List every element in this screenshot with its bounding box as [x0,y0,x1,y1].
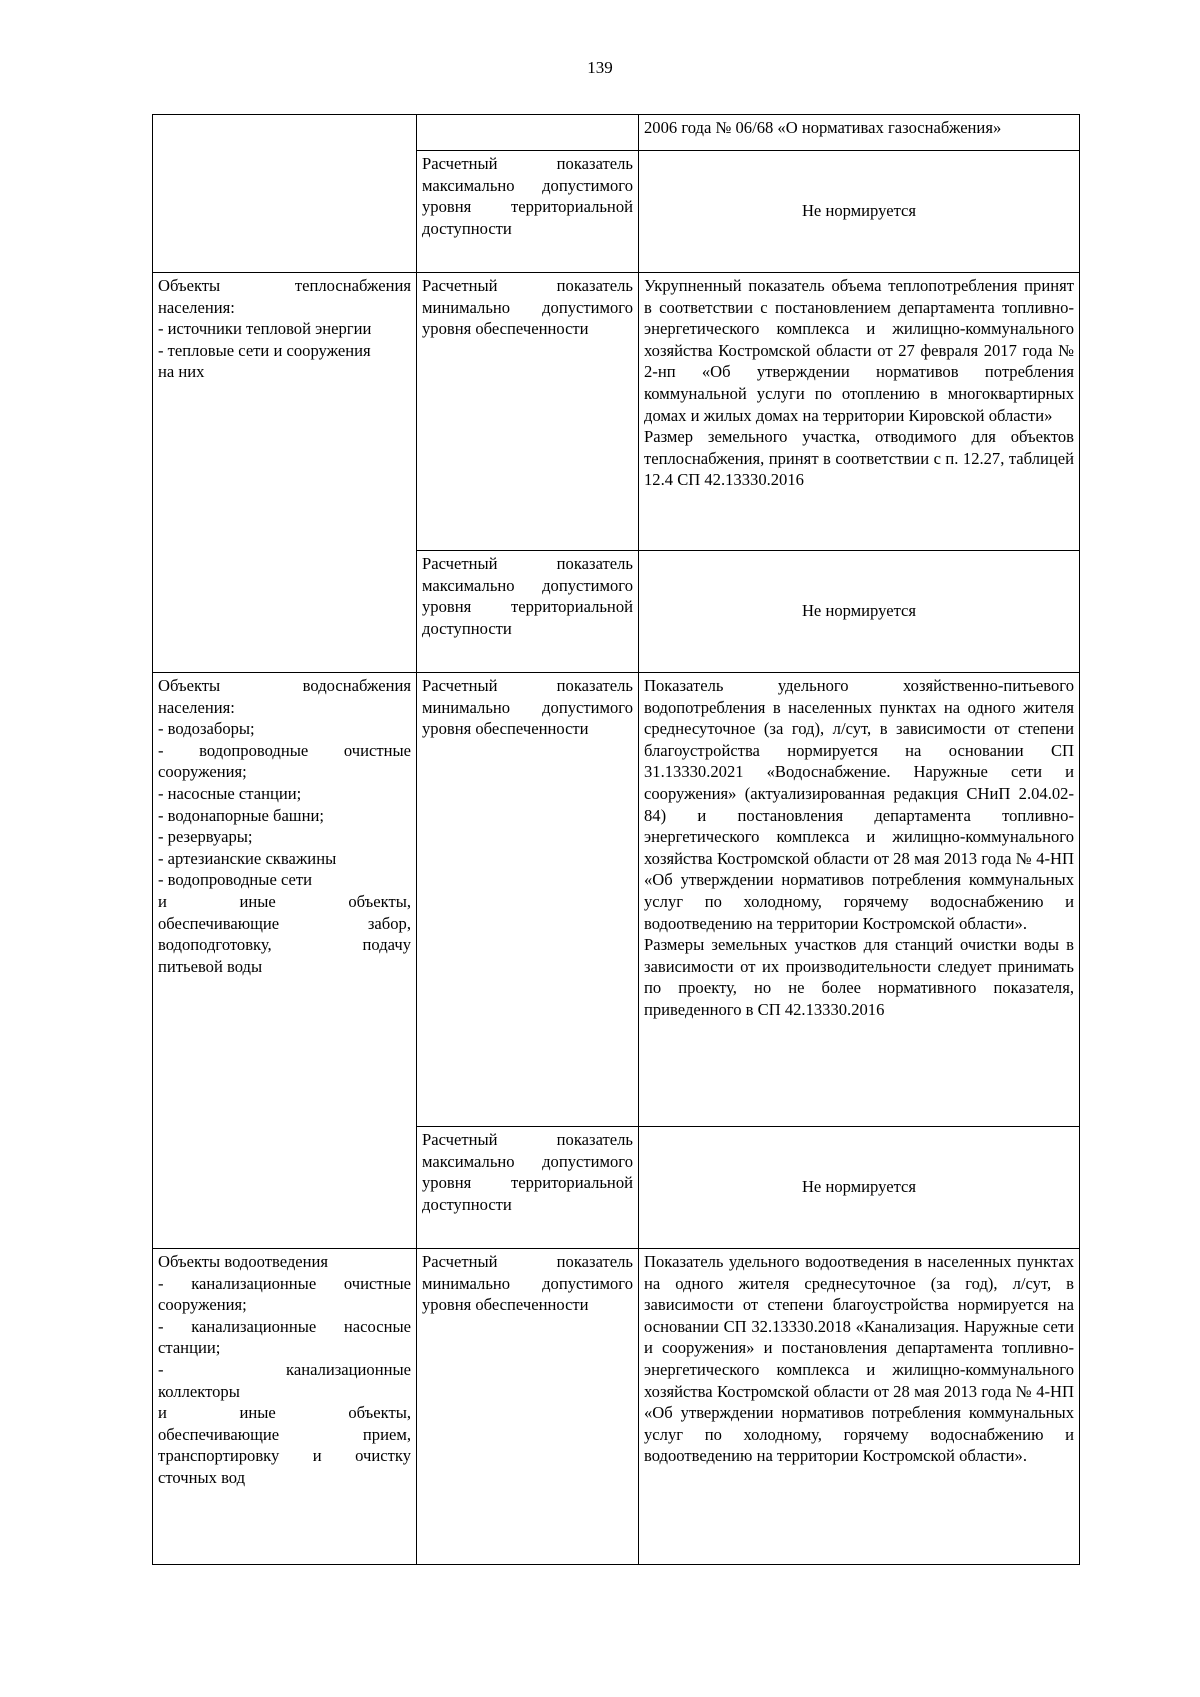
object-line: - источники тепловой энергии [158,319,372,339]
table-row [153,273,1080,551]
object-line: - канализационные очистные [158,1273,411,1293]
object-line: - водопроводные сети [158,870,313,890]
table-row [153,673,1080,1127]
indicator-cell: Расчетный показатель максимально допустимого уровня территориальной доступности [417,551,639,673]
object-line: - насосные станции; [158,783,302,803]
object-line: - канализационные насосные [158,1316,411,1336]
indicator-cell: Расчетный показатель минимально допустимого уровня обеспеченности [417,273,639,551]
object-line: коллекторы [158,1381,240,1401]
value-paragraph: Укрупненный показатель объема теплопотребления принят в соответствии с постановлением департамента топливно-энергетического комплекса и жилищно-коммунального хозяйства Костромской области от 27 февраля 2017 года № 2-нп «Об утверждении нормативов потребления коммунальной услуги по отоплению в многоквартирных домах и жилых домах на территории Кировской области» [644,276,1074,425]
object-line: Объекты водоотведения [158,1252,329,1271]
indicator-cell [417,115,639,151]
object-line: транспортировку и очистку [158,1446,411,1466]
object-line: и иные объекты, [158,891,411,911]
object-line: водоподготовку, подачу [158,935,411,955]
object-line: обеспечивающие прием, [158,1424,411,1444]
object-line: - канализационные [158,1359,411,1379]
object-line: населения: [158,297,235,317]
value-cell: Не нормируется [639,551,1080,673]
object-line: сточных вод [158,1467,246,1487]
indicator-cell: Расчетный показатель минимально допустимого уровня обеспеченности [417,1249,639,1565]
object-line: - водонапорные башни; [158,805,324,825]
value-paragraph: Размер земельного участка, отводимого для объектов теплоснабжения, принят в соответствии с п. 12.27, таблицей 12.4 СП 42.13330.2016 [644,427,1074,490]
value-paragraph: Размеры земельных участков для станций очистки воды в зависимости от их производительности следует принимать по проекту, но не более нормативного показателя, приведенного в СП 42.13330.2016 [644,935,1074,1019]
object-cell-sewer [153,1249,417,1565]
object-line: - водопроводные очистные [158,740,411,760]
page-number: 139 [587,58,613,77]
value-cell [639,273,1080,551]
object-line: - водозаборы; [158,719,255,739]
object-line: населения: [158,697,235,717]
object-line: и иные объекты, [158,1403,411,1423]
value-paragraph: Показатель удельного хозяйственно-питьевого водопотребления в населенных пунктах на одного жителя среднесуточное (за год), л/сут, в зависимости от степени благоустройства нормируется на основании СП 31.13330.2021 «Водоснабжение. Наружные сети и сооружения» (актуализированная редакция СНиП 2.04.02-84) и постановления департамента топливно-энергетического комплекса и жилищно-коммунального хозяйства Костромской области от 28 мая 2013 года № 4-НП «Об утверждении нормативов потребления коммунальных услуг по холодному, горячему водоснабжению и водоотведению на территории Костромской области». [644,676,1074,933]
indicator-cell: Расчетный показатель минимально допустимого уровня обеспеченности [417,673,639,1127]
object-line: сооружения; [158,762,247,782]
value-cell: Не нормируется [639,151,1080,273]
table-row [153,1249,1080,1565]
object-line: - резервуары; [158,827,253,847]
object-line: Объекты теплоснабжения [158,276,411,295]
value-cell: Не нормируется [639,1127,1080,1249]
object-line: станции; [158,1338,221,1358]
indicator-cell: Расчетный показатель максимально допустимого уровня территориальной доступности [417,1127,639,1249]
object-line: на них [158,362,205,382]
object-line: обеспечивающие забор, [158,913,411,933]
object-cell-gas-continued [153,115,417,273]
object-line: - тепловые сети и сооружения [158,340,371,360]
value-paragraph: Показатель удельного водоотведения в населенных пунктах на одного жителя среднесуточное (за год), л/сут, в зависимости от степени благоустройства нормируется на основании СП 32.13330.2018 «Канализация. Наружные сети и сооружения» и постановления департамента топливно-энергетического комплекса и жилищно-коммунального хозяйства Костромской области от 28 мая 2013 года № 4-НП «Об утверждении нормативов потребления коммунальных услуг по холодному, горячему водоснабжению и водоотведению на территории Костромской области». [644,1252,1074,1466]
object-line: - артезианские скважины [158,848,337,868]
object-line: Объекты водоснабжения [158,676,411,695]
value-cell [639,1249,1080,1565]
object-cell-water [153,673,417,1249]
table-row [153,115,1080,151]
value-cell [639,673,1080,1127]
indicator-cell: Расчетный показатель максимально допустимого уровня территориальной доступности [417,151,639,273]
norms-table [152,114,1080,1565]
object-line: сооружения; [158,1295,247,1315]
object-cell-heat [153,273,417,673]
value-cell: 2006 года № 06/68 «О нормативах газоснабжения» [639,115,1080,151]
object-line: питьевой воды [158,956,263,976]
